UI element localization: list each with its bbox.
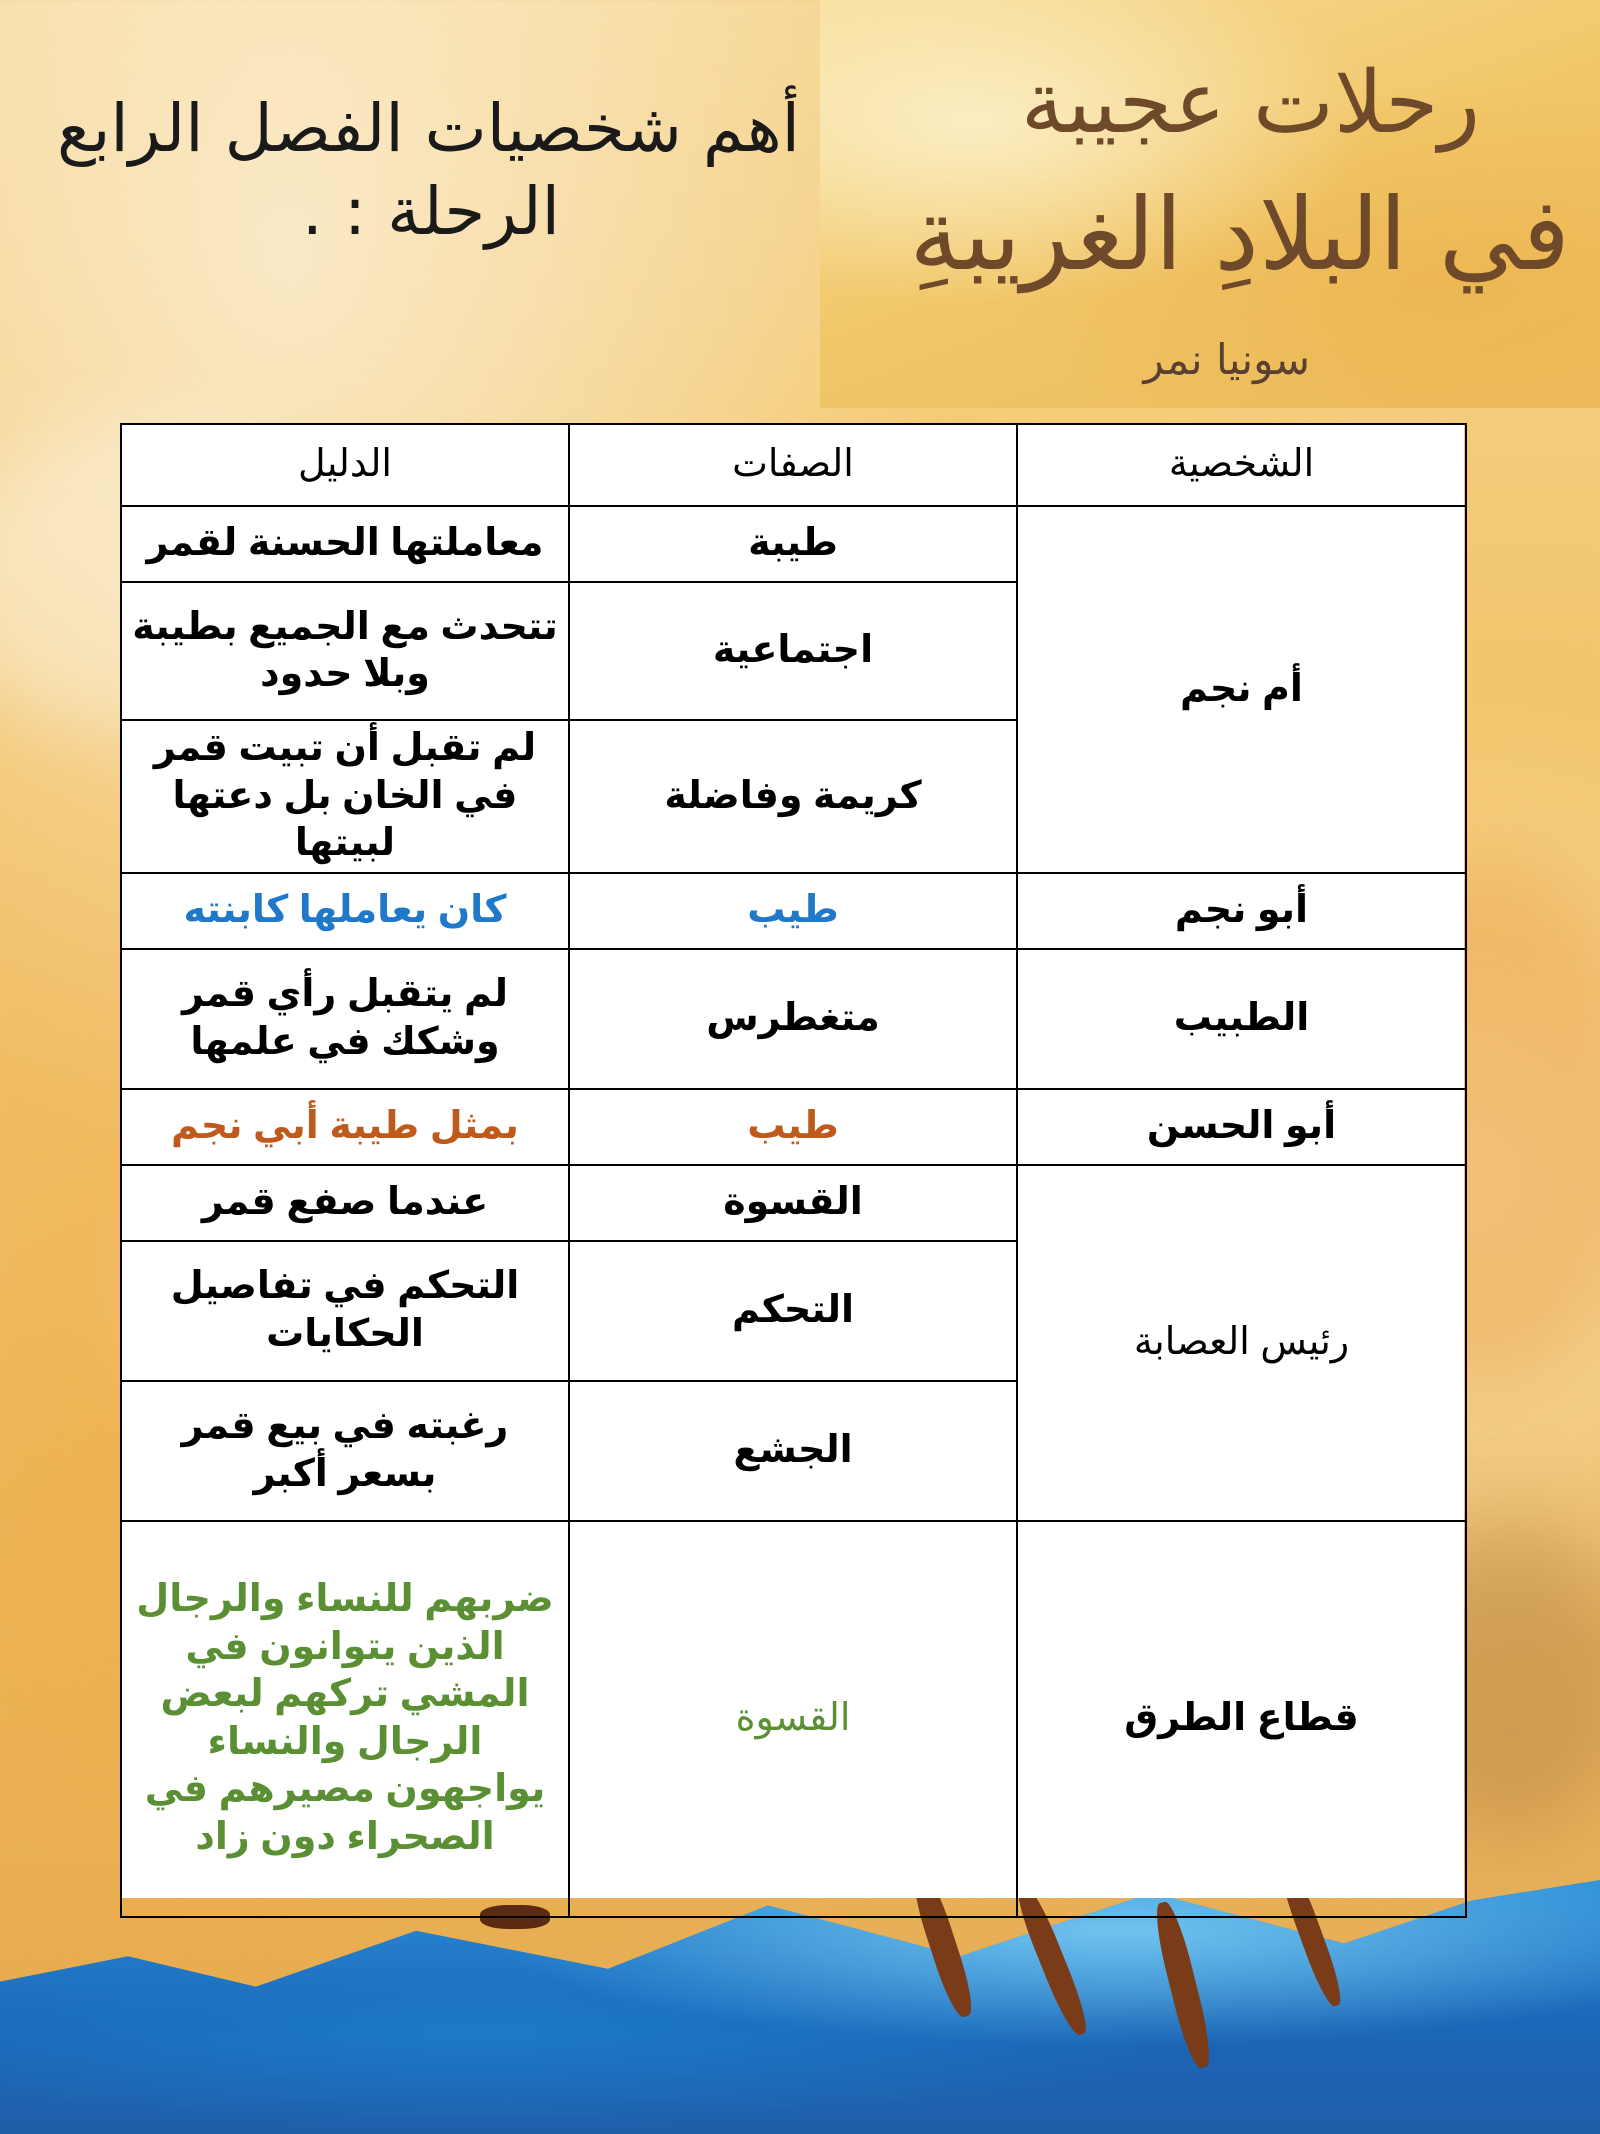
trait-cell: القسوة [569,1521,1017,1917]
evidence-cell: معاملتها الحسنة لقمر [121,506,569,582]
trait-cell: طيبة [569,506,1017,582]
evidence-cell: بمثل طيبة أبي نجم [121,1089,569,1165]
character-cell: أبو نجم [1017,873,1466,949]
sea-illustration [0,1880,1600,2134]
trait-cell: متغطرس [569,949,1017,1089]
book-cover [820,0,1600,408]
characters-table [120,423,1467,1918]
table-row [121,949,1466,1089]
character-cell: رئيس العصابة [1017,1165,1466,1521]
table-row [121,1089,1466,1165]
book-title-line1: رحلات عجيبة [1020,53,1480,153]
trait-cell: اجتماعية [569,582,1017,720]
trait-cell: التحكم [569,1241,1017,1381]
page-title-line1: أهم شخصيات الفصل الرابع [56,90,800,167]
evidence-cell: عندما صفع قمر [121,1165,569,1241]
trait-cell: كريمة وفاضلة [569,720,1017,873]
table-row [121,506,1466,582]
character-cell: أم نجم [1017,506,1466,873]
evidence-cell: كان يعاملها كابنته [121,873,569,949]
character-cell: الطبيب [1017,949,1466,1089]
evidence-cell: تتحدث مع الجميع بطيبة وبلا حدود [121,582,569,720]
trait-cell: القسوة [569,1165,1017,1241]
evidence-cell: لم تقبل أن تبيت قمر في الخان بل دعتها لبيتها [121,720,569,873]
page-title [10,88,800,253]
table-row [121,1165,1466,1241]
character-cell: قطاع الطرق [1017,1521,1466,1917]
header-character: الشخصية [1017,424,1466,506]
trait-cell: طيب [569,873,1017,949]
book-author: سونيا نمر [1143,335,1310,384]
page-title-line2: الرحلة : . [301,172,560,250]
table-header-row [121,424,1466,506]
header-evidence: الدليل [121,424,569,506]
table-row [121,873,1466,949]
table-row [121,1521,1466,1917]
character-cell: أبو الحسن [1017,1089,1466,1165]
header-traits: الصفات [569,424,1017,506]
trait-cell: الجشع [569,1381,1017,1521]
evidence-cell: رغبته في بيع قمر بسعر أكبر [121,1381,569,1521]
trait-cell: طيب [569,1089,1017,1165]
evidence-cell: التحكم في تفاصيل الحكايات [121,1241,569,1381]
evidence-cell: لم يتقبل رأي قمر وشكك في علمها [121,949,569,1089]
book-title-line2: في البلادِ الغريبةِ [909,176,1570,293]
evidence-cell: ضربهم للنساء والرجال الذين يتوانون في المشي تركهم لبعض الرجال والنساء يواجهون مصيرهم في الصحراء دون زاد [121,1521,569,1917]
